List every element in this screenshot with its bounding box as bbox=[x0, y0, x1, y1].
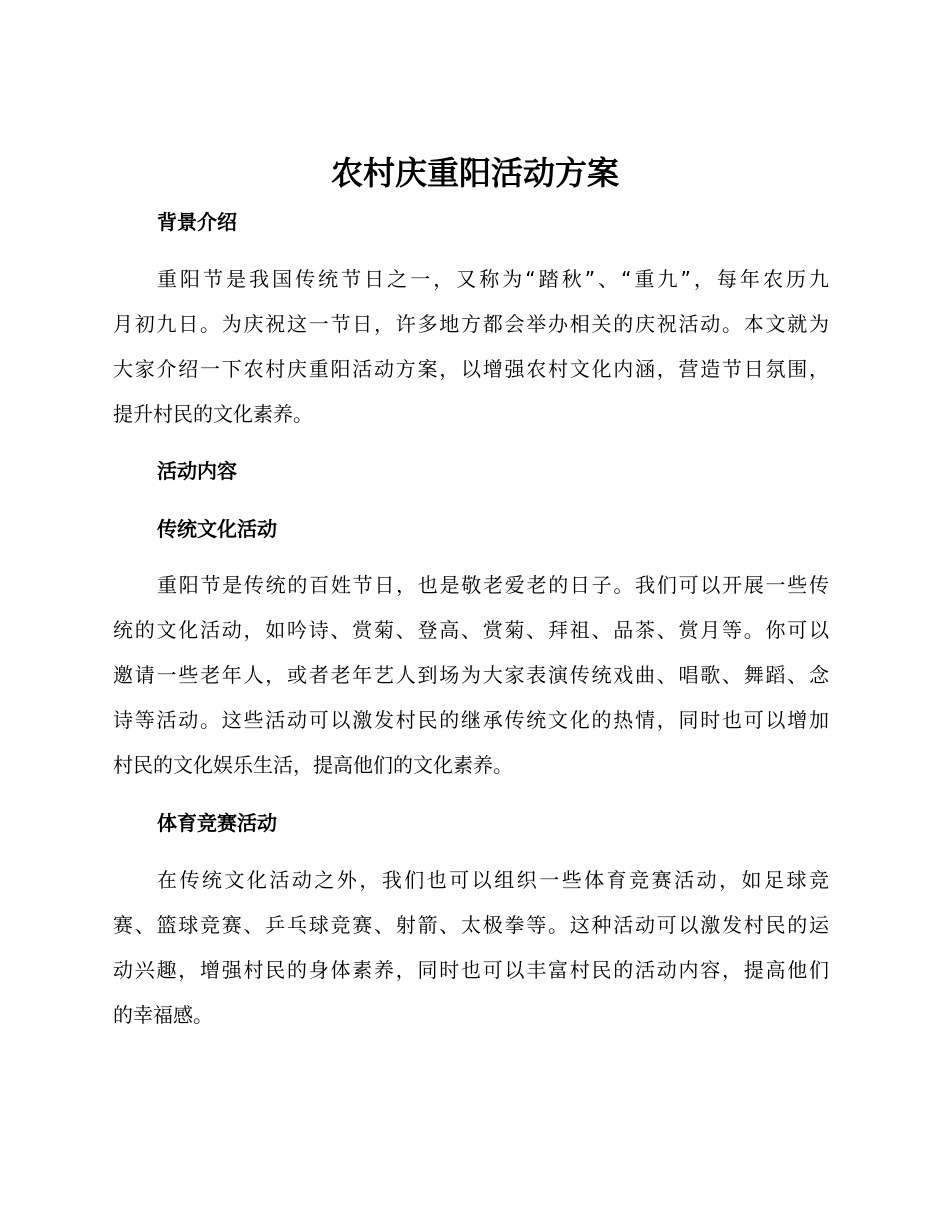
paragraph-line: 邀请一些老年人，或者老年艺人到场为大家表演传统戏曲、唱歌、舞蹈、念 bbox=[113, 663, 829, 687]
paragraph-line: 重阳节是传统的百姓节日，也是敬老爱老的日子。我们可以开展一些传 bbox=[157, 573, 829, 597]
section-heading-activity-content: 活动内容 bbox=[157, 459, 237, 483]
paragraph-line: 提升村民的文化素养。 bbox=[113, 402, 313, 426]
section-heading-sports-competition: 体育竞赛活动 bbox=[157, 811, 277, 835]
document-title: 农村庆重阳活动方案 bbox=[330, 154, 619, 192]
section-heading-background: 背景介绍 bbox=[157, 210, 237, 234]
paragraph-line: 在传统文化活动之外，我们也可以组织一些体育竞赛活动，如足球竞 bbox=[157, 868, 829, 892]
paragraph-sports-competition bbox=[113, 858, 829, 1038]
section-heading-traditional-culture: 传统文化活动 bbox=[157, 517, 277, 541]
paragraph-line: 大家介绍一下农村庆重阳活动方案，以增强农村文化内涵，营造节日氛围， bbox=[113, 357, 829, 381]
paragraph-line: 村民的文化娱乐生活，提高他们的文化素养。 bbox=[113, 753, 513, 777]
paragraph-line: 重阳节是我国传统节日之一，又称为“踏秋”、“重九”，每年农历九 bbox=[157, 267, 829, 291]
paragraph-line: 月初九日。为庆祝这一节日，许多地方都会举办相关的庆祝活动。本文就为 bbox=[113, 312, 829, 336]
paragraph-line: 统的文化活动，如吟诗、赏菊、登高、赏菊、拜祖、品茶、赏月等。你可以 bbox=[113, 618, 829, 642]
paragraph-line: 动兴趣，增强村民的身体素养，同时也可以丰富村民的活动内容，提高他们 bbox=[113, 958, 829, 982]
paragraph-background bbox=[113, 257, 829, 437]
paragraph-line: 的幸福感。 bbox=[113, 1003, 213, 1027]
paragraph-line: 赛、篮球竞赛、乒乓球竞赛、射箭、太极拳等。这种活动可以激发村民的运 bbox=[113, 913, 829, 937]
paragraph-traditional-culture bbox=[113, 563, 829, 788]
paragraph-line: 诗等活动。这些活动可以激发村民的继承传统文化的热情，同时也可以增加 bbox=[113, 708, 829, 732]
